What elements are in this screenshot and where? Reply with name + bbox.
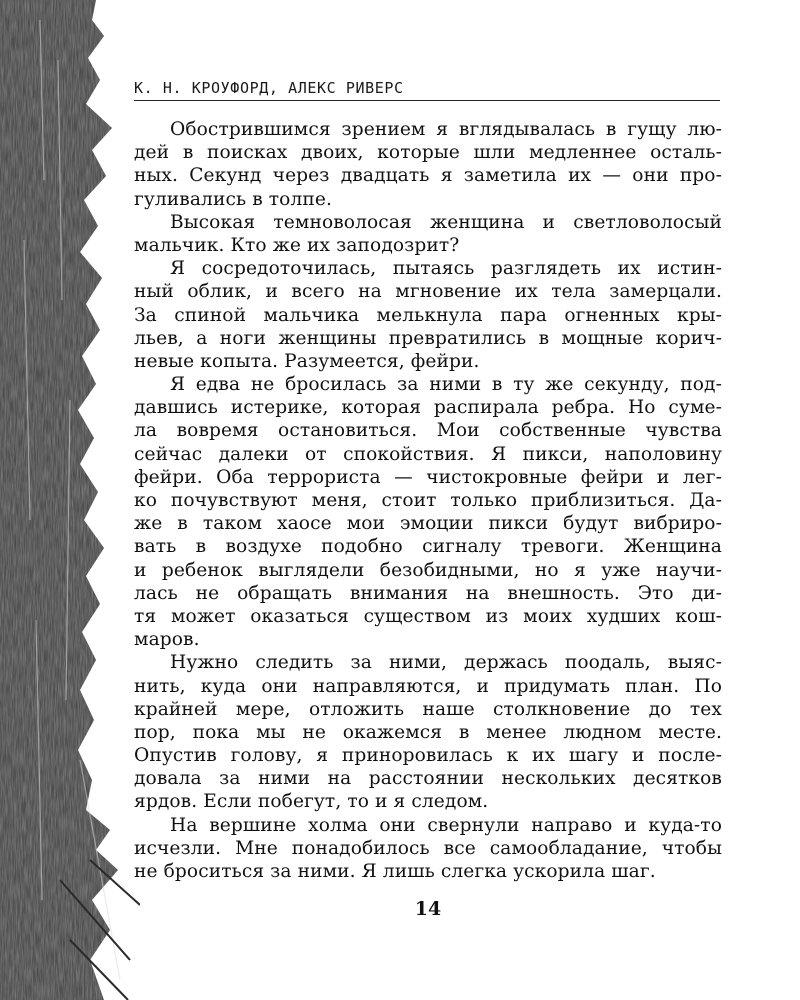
text-line: Опустив голову, я приноровилась к их шагу и после- bbox=[134, 745, 722, 767]
grunge-edge-decoration bbox=[0, 0, 140, 1000]
text-line: тя может оказаться существом из моих худших кош- bbox=[134, 605, 722, 627]
paragraph bbox=[134, 651, 722, 813]
text-line: крайней мере, отложить наше столкновение до тех bbox=[134, 698, 722, 720]
paragraph bbox=[134, 118, 722, 211]
text-line: мальчик. Кто же их заподозрит? bbox=[134, 234, 460, 256]
page-number: 14 bbox=[414, 898, 442, 920]
text-line: невые копыта. Разумеется, фейри. bbox=[134, 350, 480, 372]
paragraph bbox=[134, 211, 722, 257]
text-line: довала за ними на расстоянии нескольких десятков bbox=[134, 768, 722, 790]
text-line: фейри. Оба террориста — чистокровные фейри и лег- bbox=[134, 466, 722, 488]
paragraph bbox=[134, 257, 722, 373]
text-line: гуливались в толпе. bbox=[134, 188, 332, 210]
text-line: Я сосредоточилась, пытаясь разглядеть их истин- bbox=[170, 258, 722, 280]
text-line: За спиной мальчика мелькнула пара огненных кры- bbox=[134, 304, 722, 326]
text-line: Обострившимся зрением я вглядывалась в гущу лю- bbox=[170, 119, 722, 140]
text-line: давшись истерике, которая распирала ребра. Но суме- bbox=[134, 397, 722, 419]
text-line: На вершине холма они свернули направо и куда-то bbox=[170, 814, 722, 836]
text-line: не броситься за ними. Я лишь слегка ускорила шаг. bbox=[134, 861, 656, 882]
text-line: и ребенок выглядели безобидными, но я уже научи- bbox=[134, 559, 722, 581]
text-line: пор, пока мы не окажемся в менее людном месте. bbox=[134, 721, 722, 743]
text-line: ный облик, и всего на мгновение их тела замерцали. bbox=[134, 281, 722, 303]
text-line: ярдов. Если побегут, то и я следом. bbox=[134, 791, 489, 813]
text-line: Я едва не бросилась за ними в ту же секунду, под- bbox=[170, 374, 722, 396]
text-line: же в таком хаосе мои эмоции пикси будут вибриро- bbox=[134, 513, 722, 535]
body-text bbox=[134, 118, 722, 883]
text-line: лась не обращать внимания на внешность. Это ди- bbox=[134, 582, 722, 604]
paragraph bbox=[134, 373, 722, 651]
text-line: дей в поисках двоих, которые шли медленнее осталь- bbox=[134, 142, 722, 164]
running-header bbox=[134, 78, 720, 101]
text-line: Нужно следить за ними, держась поодаль, выяс- bbox=[170, 652, 722, 674]
text-line: ко почувствуют меня, стоит только приблизиться. Да- bbox=[134, 490, 722, 511]
paragraph bbox=[134, 814, 722, 884]
text-line: исчезли. Мне понадобилось все самообладание, чтобы bbox=[134, 837, 722, 859]
text-line: нить, куда они направляются, и придумать план. По bbox=[134, 675, 722, 697]
text-line: Высокая темноволосая женщина и светловолосый bbox=[170, 211, 722, 233]
text-line: ла вовремя остановиться. Мои собственные чувства bbox=[134, 420, 722, 442]
running-title: К. Н. КРОУФОРД, АЛЕКС РИВЕРС bbox=[134, 79, 404, 97]
text-line: льев, а ноги женщины превратились в мощные корич- bbox=[134, 327, 722, 349]
text-line: маров. bbox=[134, 629, 200, 651]
text-line: ных. Секунд через двадцать я заметила их — они про- bbox=[134, 165, 722, 187]
text-line: сейчас далеки от спокойствия. Я пикси, наполовину bbox=[134, 443, 722, 465]
text-line: вать в воздухе подобно сигналу тревоги. Женщина bbox=[134, 536, 722, 558]
